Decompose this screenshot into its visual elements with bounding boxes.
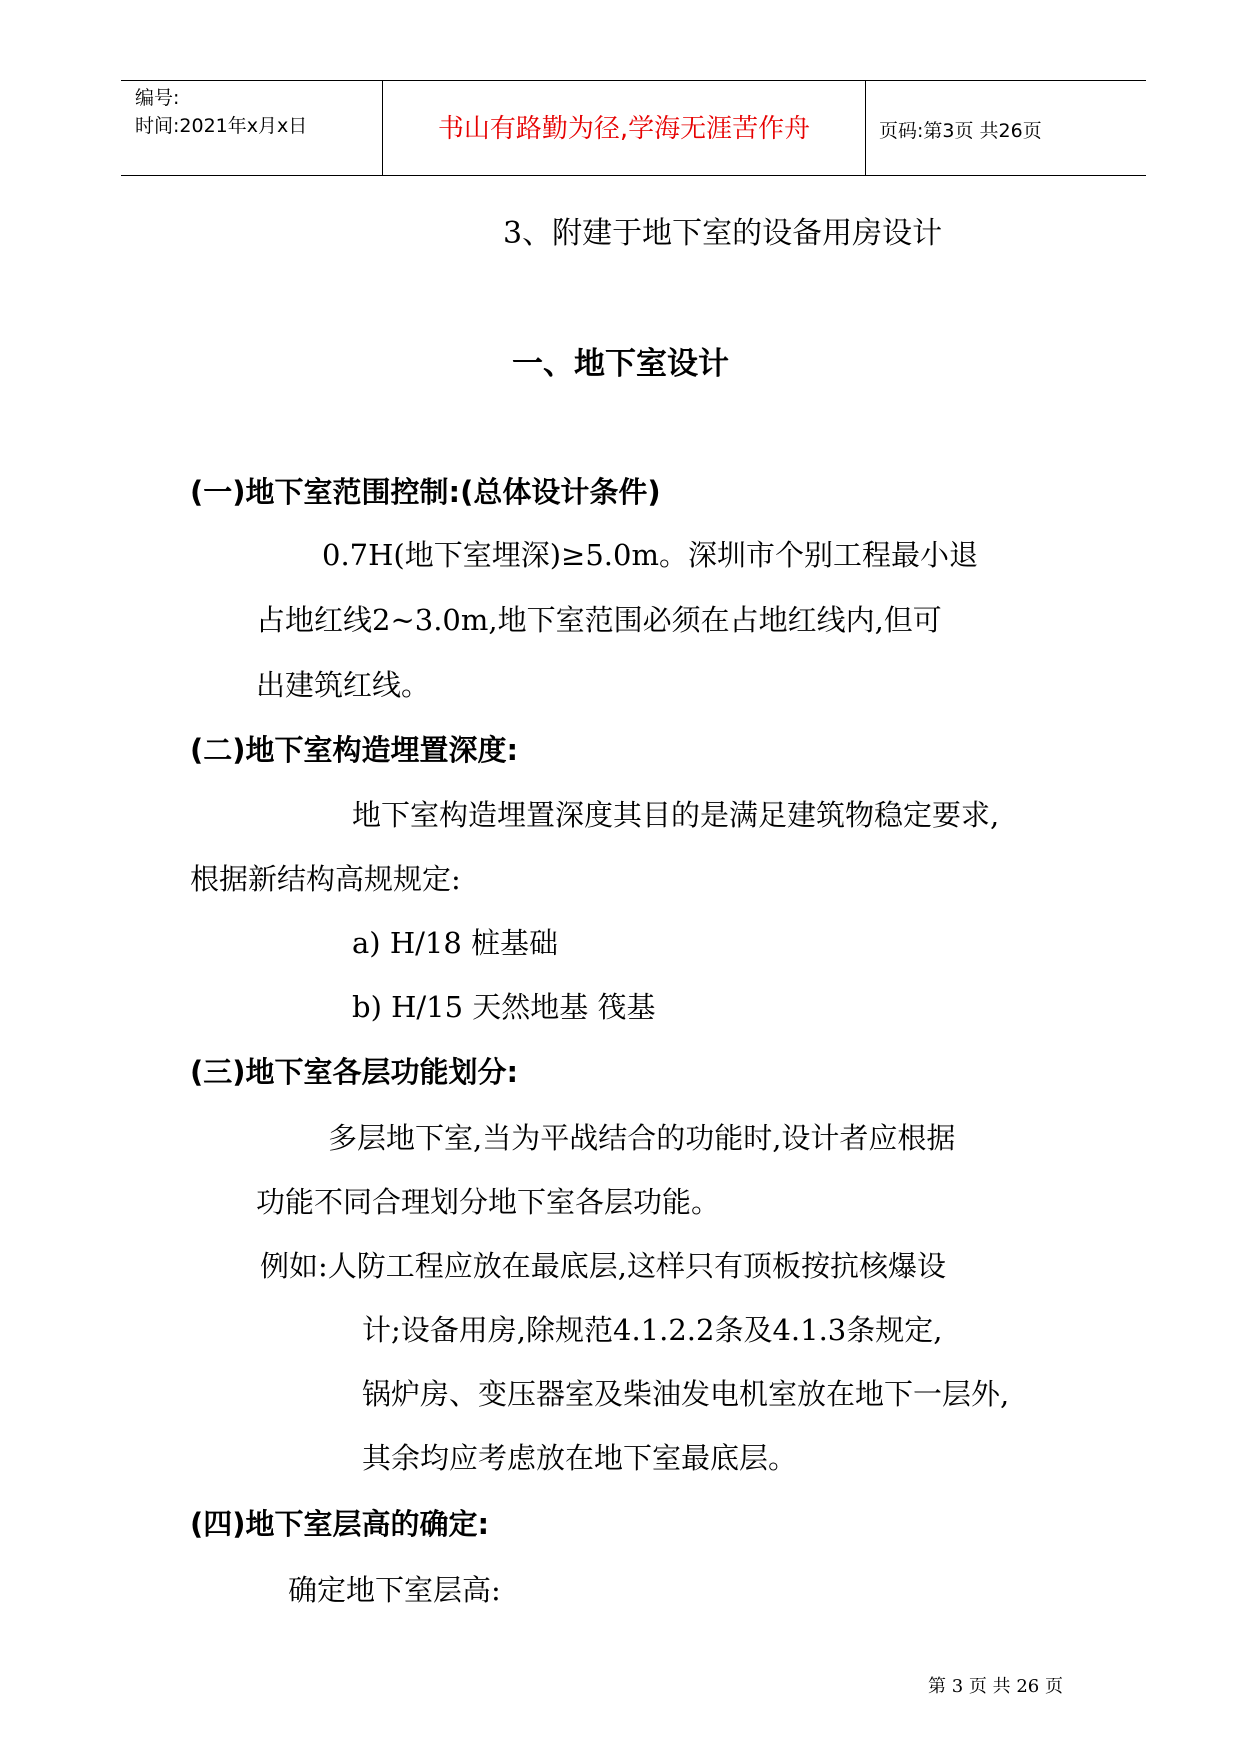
list-item-a: a) H/18 桩基础 [352, 926, 559, 960]
section-heading-1: (一)地下室范围控制:(总体设计条件) [190, 475, 661, 509]
section-heading-3: (三)地下室各层功能划分: [190, 1055, 519, 1089]
chapter-title: 一、地下室设计 [512, 346, 729, 382]
paragraph-line: 0.7H(地下室埋深)≥5.0m。深圳市个别工程最小退 [322, 538, 978, 572]
list-item-b: b) H/15 天然地基 筏基 [352, 990, 656, 1024]
paragraph-line: 例如:人防工程应放在最底层,这样只有顶板按抗核爆设 [260, 1249, 946, 1283]
section-heading-4: (四)地下室层高的确定: [190, 1507, 490, 1541]
paragraph-line: 确定地下室层高: [288, 1573, 501, 1607]
header-motto: 书山有路勤为径,学海无涯苦作舟 [437, 114, 811, 144]
paragraph-line: 功能不同合理划分地下室各层功能。 [256, 1185, 721, 1219]
header-table [121, 80, 1146, 176]
header-left-cell [121, 81, 382, 175]
paragraph-line: 占地红线2~3.0m,地下室范围必须在占地红线内,但可 [256, 603, 942, 637]
paragraph-line: 其余均应考虑放在地下室最底层。 [362, 1441, 798, 1475]
paragraph-line: 根据新结构高规规定: [190, 862, 461, 896]
paragraph-line: 地下室构造埋置深度其目的是满足建筑物稳定要求, [352, 798, 1000, 832]
paragraph-line: 计;设备用房,除规范4.1.2.2条及4.1.3条规定, [362, 1313, 943, 1347]
paragraph-line: 锅炉房、变压器室及柴油发电机室放在地下一层外, [362, 1377, 1010, 1411]
footer-page-number: 第 3 页 共 26 页 [928, 1676, 1063, 1697]
list-item-3: 3、附建于地下室的设备用房设计 [503, 216, 943, 251]
header-page-number: 页码:第3页 共26页 [879, 120, 1042, 142]
paragraph-line: 出建筑红线。 [256, 668, 431, 702]
section-heading-2: (二)地下室构造埋置深度: [190, 733, 519, 767]
document-code-label: 编号: [135, 87, 180, 109]
document-time-label: 时间:2021年x月x日 [135, 115, 308, 137]
header-divider [865, 81, 866, 175]
paragraph-line: 多层地下室,当为平战结合的功能时,设计者应根据 [328, 1121, 956, 1155]
